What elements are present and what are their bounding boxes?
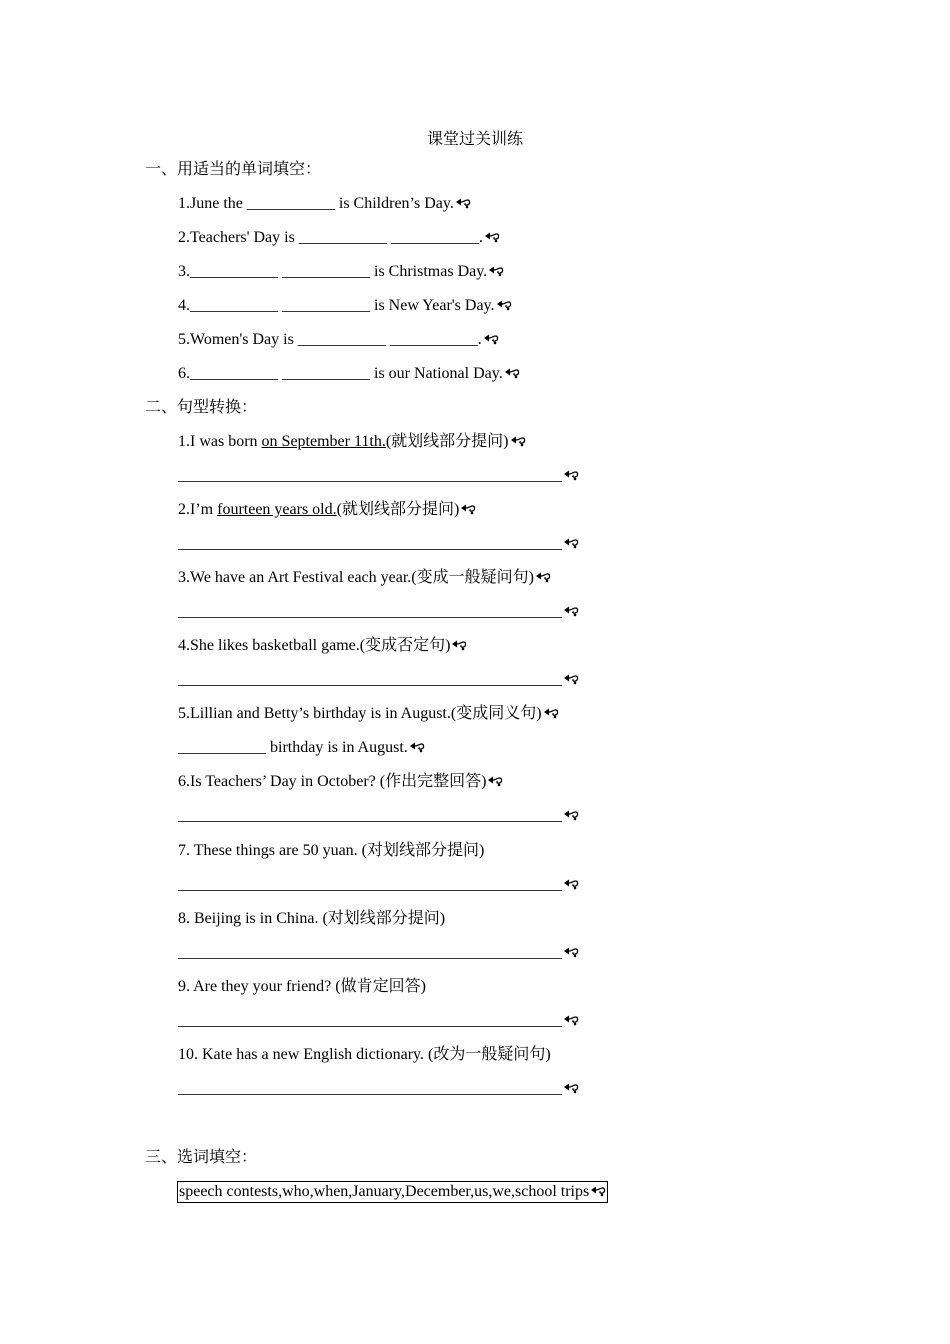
transform-question-2: 2.I’m fourteen years old.(就划线部分提问) [178, 500, 476, 520]
transform-question-9: 9. Are they your friend? (做肯定回答) [178, 978, 426, 995]
return-icon [455, 197, 471, 209]
fill-item-2: 2.Teachers' Day is ___________ ___________. [178, 228, 500, 248]
answer-line: ________________________________________________ [178, 875, 579, 895]
transform-question-3: 3.We have an Art Festival each year.(变成一般疑问句) [178, 568, 551, 588]
answer-line-q5: ___________ birthday is in August. [178, 738, 425, 758]
return-icon [590, 1185, 606, 1197]
fill-item-1: 1.June the ___________ is Children’s Day. [178, 194, 471, 214]
return-icon [563, 946, 579, 958]
return-icon [484, 231, 500, 243]
return-icon [504, 367, 520, 379]
answer-line: ________________________________________________ [178, 806, 579, 826]
transform-question-8: 8. Beijing is in China. (对划线部分提问) [178, 910, 446, 927]
return-icon [563, 1082, 579, 1094]
word-bank-text: speech contests,who,when,January,December,us,we,school trips [179, 1183, 590, 1200]
answer-line: ________________________________________________ [178, 1011, 579, 1031]
return-icon [483, 333, 499, 345]
section2-heading: 二、句型转换： [145, 399, 258, 416]
answer-line: ________________________________________________ [178, 1079, 579, 1099]
return-icon [543, 707, 559, 719]
transform-question-10: 10. Kate has a new English dictionary. (改为一般疑问句) [178, 1046, 551, 1063]
return-icon [563, 537, 579, 549]
return-icon [451, 639, 467, 651]
return-icon [488, 265, 504, 277]
answer-line: ________________________________________________ [178, 943, 579, 963]
return-icon [409, 741, 425, 753]
return-icon [563, 605, 579, 617]
fill-item-3: 3.___________ ___________ is Christmas Day. [178, 262, 504, 282]
fill-item-4: 4.___________ ___________ is New Year's Day. [178, 296, 512, 316]
answer-line: ________________________________________________ [178, 466, 579, 486]
return-icon [510, 435, 526, 447]
answer-line: ________________________________________________ [178, 534, 579, 554]
word-bank-box [177, 1181, 608, 1203]
return-icon [563, 673, 579, 685]
return-icon [460, 503, 476, 515]
page-title: 课堂过关训练 [426, 131, 523, 148]
transform-question-7: 7. These things are 50 yuan. (对划线部分提问) [178, 842, 485, 859]
section1-heading: 一、用适当的单词填空： [145, 161, 322, 178]
return-icon [535, 571, 551, 583]
return-icon [563, 1014, 579, 1026]
fill-item-5: 5.Women's Day is ___________ ___________. [178, 330, 499, 350]
transform-question-1: 1.I was born on September 11th.(就划线部分提问) [178, 432, 526, 452]
return-icon [563, 469, 579, 481]
transform-question-4: 4.She likes basketball game.(变成否定句) [178, 636, 467, 656]
return-icon [487, 775, 503, 787]
return-icon [563, 878, 579, 890]
return-icon [496, 299, 512, 311]
transform-question-5: 5.Lillian and Betty’s birthday is in August.(变成同义句) [178, 704, 559, 724]
section3-heading: 三、选词填空： [145, 1149, 258, 1166]
transform-question-6: 6.Is Teachers’ Day in October? (作出完整回答) [178, 772, 503, 792]
answer-line: ________________________________________________ [178, 602, 579, 622]
answer-line: ________________________________________________ [178, 670, 579, 690]
return-icon [563, 809, 579, 821]
fill-item-6: 6.___________ ___________ is our National Day. [178, 364, 520, 384]
